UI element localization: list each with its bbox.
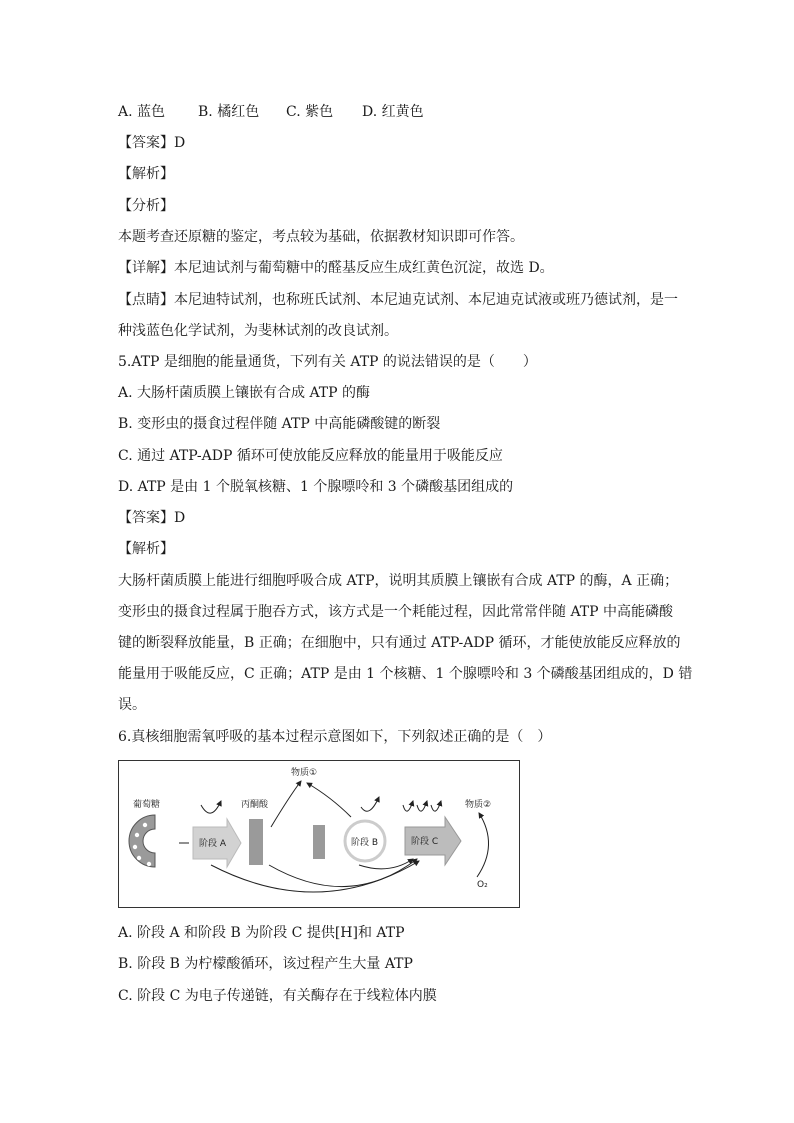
q4-fenxi-text: 本题考查还原糖的鉴定，考点较为基础，依据教材知识即可作答。	[118, 229, 524, 245]
q5-option-c: C. 通过 ATP-ADP 循环可使放能反应释放的能量用于吸能反应	[118, 448, 503, 464]
acetyl-molecule-icon	[313, 825, 325, 859]
q4-xiangjie: 【详解】本尼迪试剂与葡萄糖中的醛基反应生成红黄色沉淀，故选 D。	[118, 260, 554, 276]
stage-c-label: 阶段 C	[411, 837, 439, 847]
q6-option-b: B. 阶段 B 为柠檬酸循环，该过程产生大量 ATP	[118, 956, 413, 972]
glucose-atom-icon	[133, 845, 137, 849]
q4-option-c: C. 紫色	[286, 104, 334, 120]
q5-answer: 【答案】D	[118, 510, 186, 526]
arrow-icon	[271, 781, 301, 827]
q5-explanation-line-2: 变形虫的摄食过程属于胞吞方式，该方式是一个耗能过程，因此常常伴随 ATP 中高能磷酸	[118, 604, 674, 620]
pyruvate-label: 丙酮酸	[241, 800, 269, 810]
substance2-label: 物质②	[465, 800, 492, 810]
o2-label: O₂	[477, 880, 488, 890]
curl-arrow-icon	[361, 797, 379, 811]
q5-stem: 5.ATP 是细胞的能量通货，下列有关 ATP 的说法错误的是（ ）	[118, 354, 537, 370]
respiration-diagram-svg	[119, 761, 519, 907]
q5-explanation-line-4: 能量用于吸能反应，C 正确；ATP 是由 1 个核糖、1 个腺嘌呤和 3 个磷酸基团组成的，D 错	[118, 666, 693, 682]
q6-stem: 6.真核细胞需氧呼吸的基本过程示意图如下，下列叙述正确的是（ ）	[118, 729, 552, 745]
q5-explanation-line-5: 误。	[118, 697, 146, 713]
glucose-atom-icon	[137, 856, 141, 860]
glucose-atom-icon	[135, 833, 139, 837]
glucose-label: 葡萄糖	[133, 800, 161, 810]
q4-options	[118, 102, 424, 122]
q4-option-b: B. 橘红色	[198, 104, 260, 120]
q5-option-d: D. ATP 是由 1 个脱氧核糖、1 个腺嘌呤和 3 个磷酸基团组成的	[118, 479, 514, 495]
long-arrow-icon	[269, 859, 417, 887]
arrow-icon	[477, 813, 489, 877]
glucose-atom-icon	[147, 862, 151, 866]
q4-dianjing-line-2: 种浅蓝色化学试剂，为斐林试剂的改良试剂。	[118, 323, 398, 339]
substance1-label: 物质①	[291, 768, 318, 778]
arrow-icon	[307, 783, 351, 817]
pyruvate-molecule-icon	[249, 819, 263, 865]
q4-option-d: D. 红黄色	[362, 104, 424, 120]
q4-fenxi-heading: 【分析】	[118, 198, 174, 214]
q5-explanation-line-1: 大肠杆菌质膜上能进行细胞呼吸合成 ATP，说明其质膜上镶嵌有合成 ATP 的酶，A 正确；	[118, 573, 679, 589]
q4-jiexi-heading: 【解析】	[118, 166, 174, 182]
stage-a-label: 阶段 A	[199, 839, 227, 849]
q5-explanation-line-3: 键的断裂释放能量，B 正确；在细胞中，只有通过 ATP-ADP 循环，才能使放能反应释放的	[118, 635, 681, 651]
q4-dianjing-line-1: 【点睛】本尼迪特试剂，也称班氏试剂、本尼迪克试剂、本尼迪克试液或班乃德试剂，是一	[118, 292, 678, 308]
glucose-ring-icon	[129, 815, 155, 867]
q6-option-c: C. 阶段 C 为电子传递链，有关酶存在于线粒体内膜	[118, 988, 437, 1004]
q4-answer: 【答案】D	[118, 135, 186, 151]
q4-option-a: A. 蓝色	[118, 104, 166, 120]
stage-b-label: 阶段 B	[351, 838, 379, 848]
q5-option-b: B. 变形虫的摄食过程伴随 ATP 中高能磷酸键的断裂	[118, 416, 441, 432]
q6-option-a: A. 阶段 A 和阶段 B 为阶段 C 提供[H]和 ATP	[118, 925, 405, 941]
curl-arrow-icon	[431, 801, 441, 811]
curl-arrow-icon	[403, 801, 413, 811]
respiration-diagram	[118, 760, 520, 908]
glucose-atom-icon	[143, 823, 147, 827]
curl-arrow-icon	[201, 801, 221, 813]
q5-option-a: A. 大肠杆菌质膜上镶嵌有合成 ATP 的酶	[118, 385, 371, 401]
curl-arrow-icon	[417, 801, 427, 811]
q5-jiexi-heading: 【解析】	[118, 541, 174, 557]
